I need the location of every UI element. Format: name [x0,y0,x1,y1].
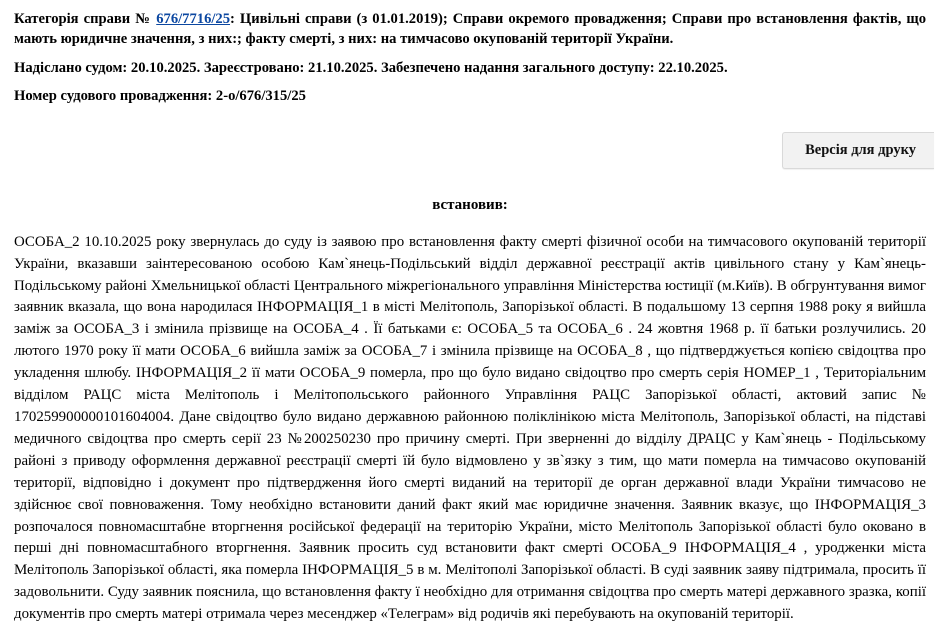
sent-registered-line: Надіслано судом: 20.10.2025. Зареєстровано: 21.10.2025. Забезпечено надання загального доступу: 22.10.2025. [14,60,728,77]
print-button-row [6,131,934,171]
case-category-label: Категорія справи № [14,11,157,27]
established-heading: встановив: [432,196,508,213]
document-body [6,232,934,626]
document-body-paragraph: ОСОБА_2 10.10.2025 року звернулась до суду із заявою про встановлення факту смерті фізичної особи на тимчасового окупованій території України, вказавши заінтересованою особою Кам`янець-Подільський відділ державної реєстрації актів цивільного стану у Кам`янець-Подільському районі Хмельницької області Центрального міжрегіонального управління Міністерства юстиції (м.Київ). В обгрунтування вимог заявник вказала, що вона народилася ІНФОРМАЦІЯ_1 в місті Мелітополь, Запорізької області. В подальшому 13 серпня 1988 року я вийшла заміж за ОСОБА_3 і змінила прізвище на ОСОБА_4 . Її батьками є: ОСОБА_5 та ОСОБА_6 . 24 жовтня 1968 р. її батьки розлучились. 20 лютого 1970 року її мати ОСОБА_6 вийшла заміж за ОСОБА_7 і змінила прізвище на ОСОБА_8 , що підтверджується копією свідоцтва про укладення шлюбу. ІНФОРМАЦІЯ_2 її мати ОСОБА_9 померла, про що було видано свідоцтво про смерть серія НОМЕР_1 , Територіальним відділом РАЦС міста Мелітополь і Мелітопольського районного Управління РАЦС Запорізької області, актовий запис № 170259900000101604004. Дане свідоцтво було видано державною районною поліклінікою міста Мелітополь, Запорізької області, на підставі медичного свідоцтва про смерть серії 23 №200250230 про причину смерті. При зверненні до відділу ДРАЦС у Кам`янець - Подільському районі з приводу оформлення державної реєстрації смерті їй було відмовлено у зв`язку з тим, що мати померла на тимчасово окупованій території, відповідно і документ про підтвердження його смерті виданий на території де орган державної влади України тимчасово не здійснює свої повноваження. Тому необхідно встановити даний факт який має юридичне значення. Заявник вказує, що ІНФОРМАЦІЯ_3 розпочалося повномасштабне вторгнення російської федерації на територію України, місто Мелітополь Запорізької області було оковано в перші дні повномасштабного вторгнення. Заявник просить суд встановити факт смерті ОСОБА_9 ІНФОРМАЦІЯ_4 , уродженки міста Мелітополь Запорізької області, яка померла ІНФОРМАЦІЯ_5 в м. Мелітополі Запорізької області. В суді заявник заяву підтримала, просить її задовольнити. Суду заявник пояснила, що встановлення факту ї необхідно для отримання свідоцтва про смерть матері державного зразка, копії документів про смерть матері отримала через месенджер «Телеграм» від родичів які перебувають на окупованій території. [14,233,926,623]
case-category-line [14,10,926,49]
proceeding-number-line: Номер судового провадження: 2-о/676/315/25 [14,88,306,105]
document-metadata [6,10,934,107]
print-version-button[interactable]: Версія для друку [782,132,934,169]
case-category-description: : Цивільні справи (з 01.01.2019); Справи окремого провадження; Справи про встановлення фактів, що мають юридичне значення, з них:; факту смерті, з них: на тимчасово окупованій території України. [14,11,926,47]
case-number-link[interactable]: 676/7716/25 [156,11,231,27]
